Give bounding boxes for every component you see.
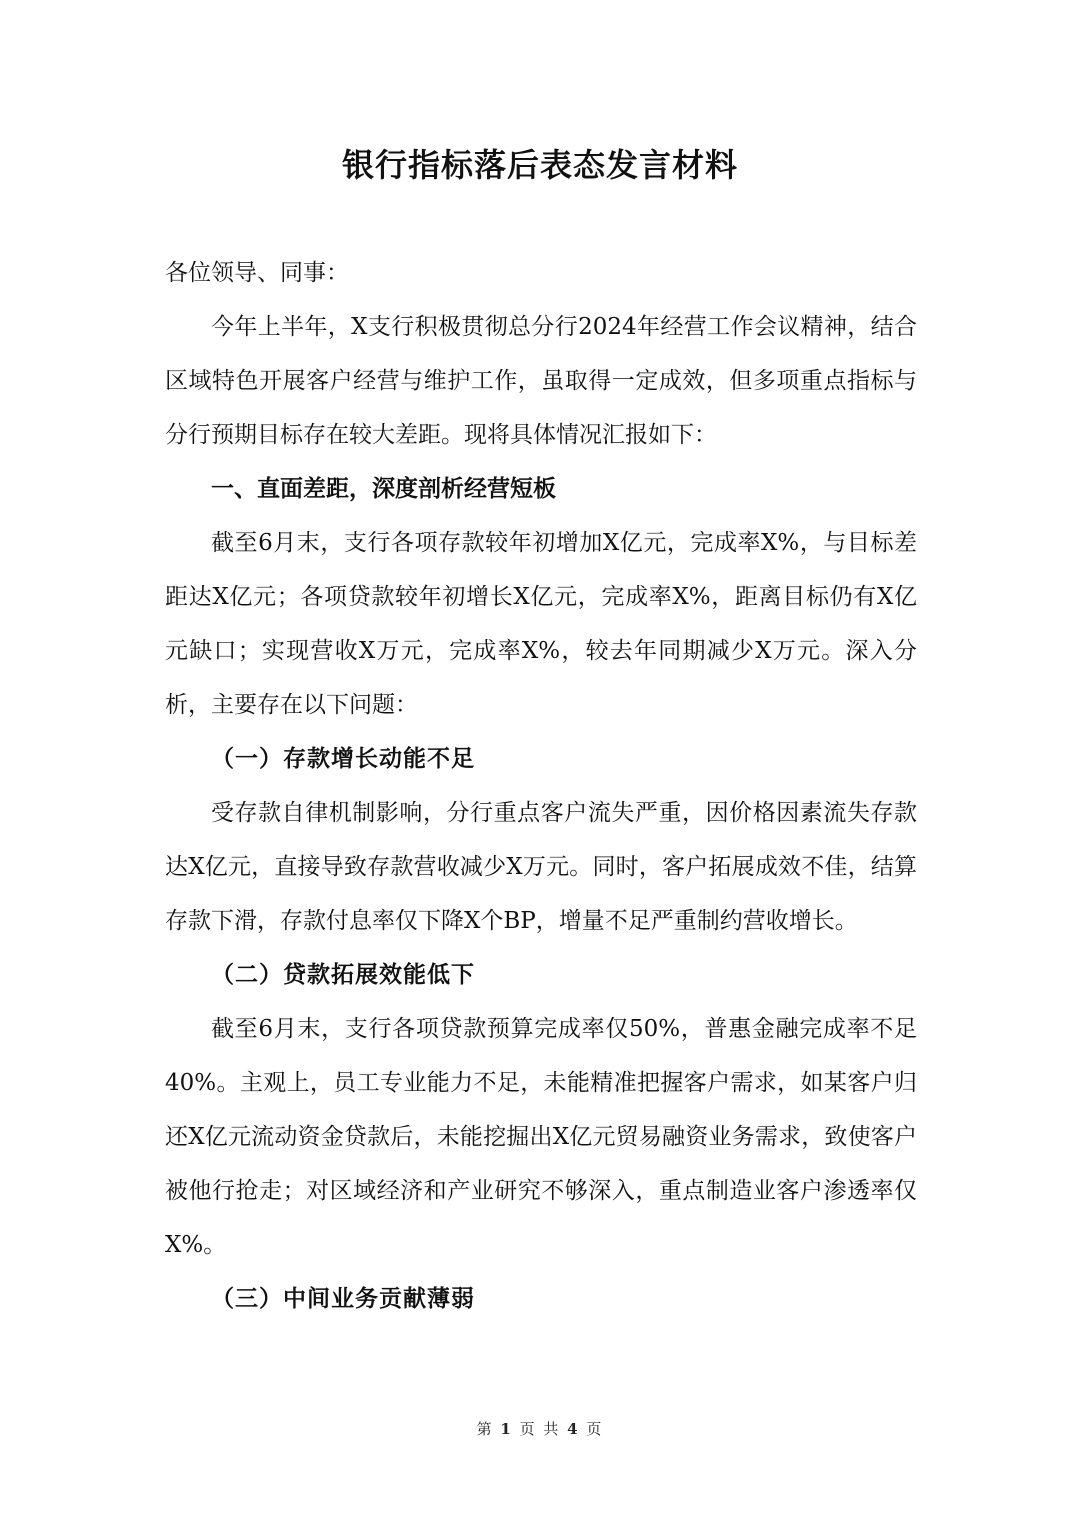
intro-paragraph: 今年上半年，X支行积极贯彻总分行2024年经营工作会议精神，结合区域特色开展客户经营与维护工作，虽取得一定成效，但多项重点指标与分行预期目标存在较大差距。现将具体情况汇报如下： <box>165 314 917 448</box>
page-footer <box>0 1418 1080 1439</box>
salutation: 各位领导、同事： <box>165 260 349 286</box>
section-heading-1: 一、直面差距，深度剖析经营短板 <box>211 476 556 502</box>
footer-prefix: 第 <box>476 1420 494 1438</box>
subsection-heading-3: （三）中间业务贡献薄弱 <box>211 1285 475 1312</box>
subsection-heading-1: （一）存款增长动能不足 <box>211 745 475 772</box>
footer-middle: 页 共 <box>519 1420 561 1438</box>
current-page-number: 1 <box>500 1420 513 1438</box>
subsection-heading-2: （二）贷款拓展效能低下 <box>211 961 475 988</box>
document-body <box>165 246 917 1326</box>
subsection-2-paragraph: 截至6月末，支行各项贷款预算完成率仅50%，普惠金融完成率不足40%。主观上，员工专业能力不足，未能精准把握客户需求，如某客户归还X亿元流动资金贷款后，未能挖掘出X亿元贸易融资业务需求，致使客户被他行抢走；对区域经济和产业研究不够深入，重点制造业客户渗透率仅X%。 <box>165 1016 917 1258</box>
subsection-1-paragraph: 受存款自律机制影响，分行重点客户流失严重，因价格因素流失存款达X亿元，直接导致存款营收减少X万元。同时，客户拓展成效不佳，结算存款下滑，存款付息率仅下降X个BP，增量不足严重制约营收增长。 <box>165 800 917 934</box>
section-1-paragraph: 截至6月末，支行各项存款较年初增加X亿元，完成率X%，与目标差距达X亿元；各项贷款较年初增长X亿元，完成率X%，距离目标仍有X亿元缺口；实现营收X万元，完成率X%，较去年同期减少X万元。深入分析，主要存在以下问题： <box>165 530 917 718</box>
footer-suffix: 页 <box>586 1420 604 1438</box>
total-pages-number: 4 <box>567 1420 580 1438</box>
document-title: 银行指标落后表态发言材料 <box>341 146 738 184</box>
